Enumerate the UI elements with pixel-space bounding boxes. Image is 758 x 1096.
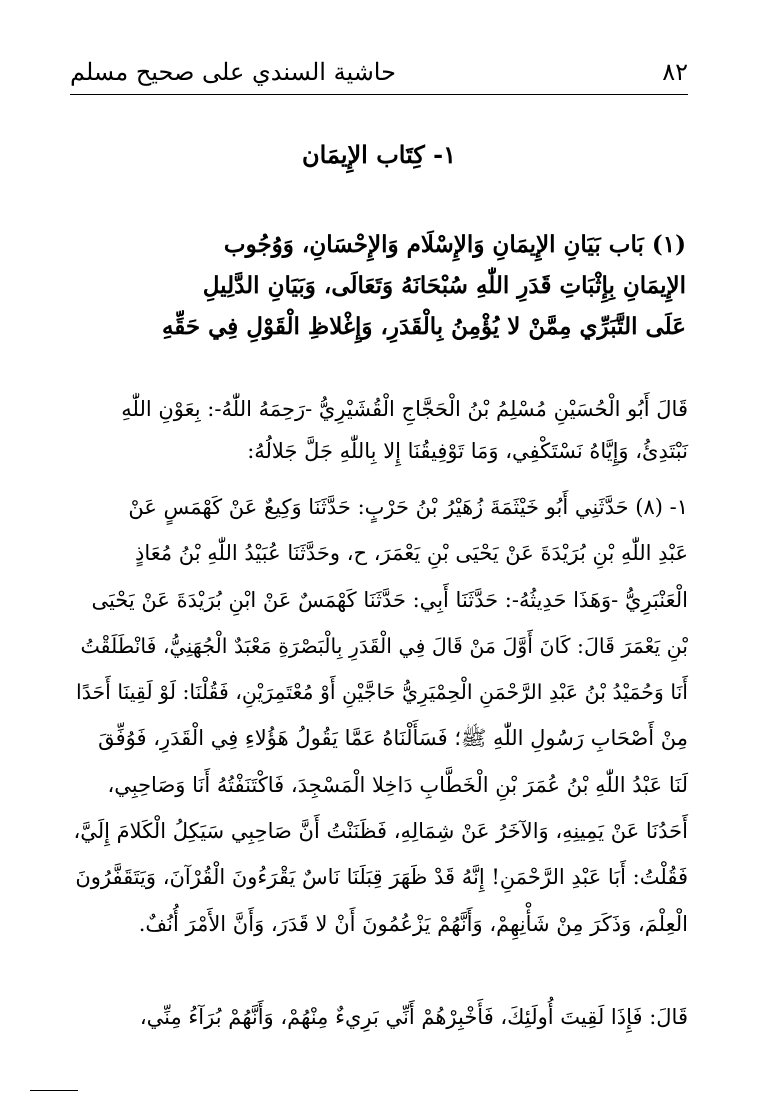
intro-paragraph <box>70 388 688 472</box>
hadith-line: عَبْدِ اللّٰهِ بْنِ بُرَيْدَةَ عَنْ يَحْيَى بْنِ يَعْمَرَ، ح، وحَدَّثَنَا عُبَيْدُ اللّٰهِ بْنُ مُعَاذٍ <box>134 541 688 566</box>
chapter-heading <box>72 224 686 347</box>
hadith-line: لَنَا عَبْدُ اللّٰهِ بْنُ عُمَرَ بْنِ الْخَطَّابِ دَاخِلا الْمَسْجِدَ، فَاكْتَنَفْتُهُ أَنَا وَصَاحِبِي، <box>107 772 688 797</box>
hadith-line: ١- (٨) حَدَّثَنِي أَبُو خَيْثَمَةَ زُهَيْرُ بْنُ حَرْبٍ: حَدَّثَنَا وَكِيعٌ عَنْ كَهْمَسٍ عَنْ <box>128 495 688 519</box>
closing-line: قَالَ: فَإِذَا لَقِيتَ أُولَئِكَ، فَأَخْبِرْهُمْ أَنِّي بَرِيءٌ مِنْهُمْ، وَأَنَّهُمْ بُرَآءُ مِنِّي، <box>139 1005 688 1029</box>
book-title: ١- كِتَاب الإِيمَان <box>302 140 456 169</box>
footnote-divider <box>30 1090 78 1091</box>
intro-line: قَالَ أَبُو الْحُسَيْنِ مُسْلِمُ بْنُ الْحَجَّاجِ الْقُشَيْرِيُّ -رَحِمَهُ اللّٰهُ-: بِعَوْنِ اللّٰهِ <box>121 397 688 421</box>
hadith-line: أَحَدُنَا عَنْ يَمِينِهِ، وَالآخَرُ عَنْ شِمَالِهِ، فَظَنَنْتُ أَنَّ صَاحِبِي سَيَكِلُ الْكَلامَ إِلَيَّ، <box>73 819 688 844</box>
hadith-paragraph <box>70 484 688 947</box>
chapter-heading-line: الإِيمَانِ بِإِثْبَاتِ قَدَرِ اللّٰهِ سُبْحَانَهُ وَتَعَالَى، وَبَيَانِ الدَّلِيلِ <box>202 272 686 299</box>
header-title: حاشية السندي على صحيح مسلم <box>70 58 396 86</box>
hadith-line: مِنْ أَصْحَابِ رَسُولِ اللّٰهِ ﷺ؛ فَسَأَلْنَاهُ عَمَّا يَقُولُ هَؤُلاءِ فِي الْقَدَرِ، فَوُفِّقَ <box>98 726 688 751</box>
hadith-line: فَقُلْتُ: أَبَا عَبْدِ الرَّحْمَنِ! إِنَّهُ قَدْ ظَهَرَ قِبَلَنَا نَاسٌ يَقْرَءُونَ الْقُرْآنَ، وَيَتَقَفَّرُونَ <box>75 865 688 890</box>
running-header <box>70 52 688 92</box>
hadith-line: أَنَا وَحُمَيْدُ بْنُ عَبْدِ الرَّحْمَنِ الْحِمْيَرِيُّ حَاجَّيْنِ أَوْ مُعْتَمِرَيْنِ، فَقُلْنَا: لَوْ لَقِينَا أَحَدًا <box>76 680 688 705</box>
hadith-line: الْعِلْمَ، وَذَكَرَ مِنْ شَأْنِهِمْ، وَأَنَّهُمْ يَزْعُمُونَ أَنْ لا قَدَرَ، وَأَنَّ الأَمْرَ أُنُفٌ. <box>138 911 688 936</box>
chapter-heading-line: عَلَى التَّبَرِّي مِمَّنْ لا يُؤْمِنُ بِالْقَدَرِ، وَإِغْلاظِ الْقَوْلِ فِي حَقِّهِ <box>161 313 686 340</box>
header-divider <box>70 94 688 95</box>
chapter-heading-line: (١) بَاب بَيَانِ الإِيمَانِ وَالإِسْلَام وَالإِحْسَانِ، وَوُجُوب <box>223 231 686 258</box>
hadith-line: الْعَنْبَرِيُّ -وَهَذَا حَدِيثُهُ-: حَدَّثَنَا أَبِي: حَدَّثَنَا كَهْمَسٌ عَنْ ابْنِ بُرَيْدَةَ عَنْ يَحْيَى <box>91 587 688 612</box>
closing-paragraph <box>70 996 688 1038</box>
intro-line: نَبْتَدِئُ، وَإِيَّاهُ نَسْتَكْفِي، وَمَا تَوْفِيقُنَا إِلا بِاللّٰهِ جَلَّ جَلالُهُ: <box>247 439 688 463</box>
hadith-line: بْنِ يَعْمَرَ قَالَ: كَانَ أَوَّلَ مَنْ قَالَ فِي الْقَدَرِ بِالْبَصْرَةِ مَعْبَدٌ الْجُهَنِيُّ، فَانْطَلَقْتُ <box>80 633 688 658</box>
page-number: ٨٢ <box>662 58 688 86</box>
